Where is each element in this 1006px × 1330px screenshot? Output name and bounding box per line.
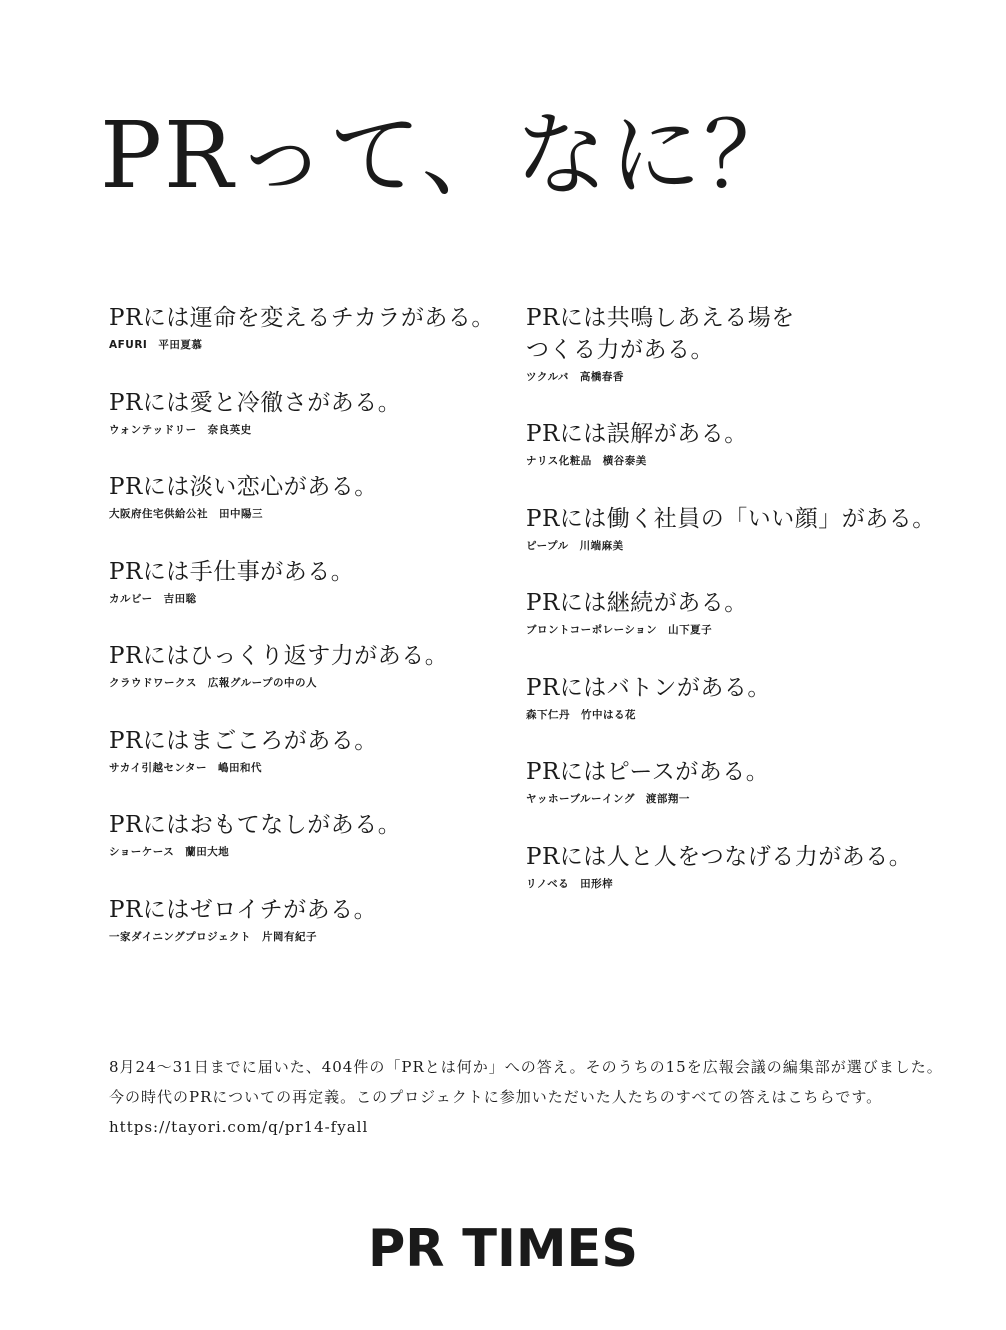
entry-credit: ピープル 川端麻美 bbox=[526, 539, 624, 552]
entry-credit: 森下仁丹 竹中はる花 bbox=[526, 708, 636, 721]
entry-credit: サカイ引越センター 嶋田和代 bbox=[109, 761, 263, 774]
entry-credit: 一家ダイニングプロジェクト 片岡有紀子 bbox=[109, 930, 317, 943]
entry-credit: ツクルバ 高橋春香 bbox=[526, 371, 624, 383]
entry-credit: リノベる 田形梓 bbox=[526, 877, 614, 890]
right-column bbox=[526, 302, 946, 925]
entry-statement: PRにはおもてなしがある。 bbox=[109, 812, 402, 838]
footnote bbox=[109, 1052, 969, 1142]
entry bbox=[526, 672, 946, 757]
entry-statement: PRにはバトンがある。 bbox=[526, 674, 771, 701]
entry bbox=[109, 725, 529, 810]
left-column bbox=[109, 302, 529, 978]
entry bbox=[526, 587, 946, 672]
entry-statement: PRには手仕事がある。 bbox=[109, 558, 355, 585]
entry bbox=[109, 809, 529, 894]
entry-credit: ブロントコーポレーション 山下夏子 bbox=[526, 624, 713, 636]
entry-statement: PRには運命を変えるチカラがある。 bbox=[109, 305, 495, 331]
entry bbox=[109, 640, 529, 725]
entry bbox=[109, 556, 529, 641]
entry-statement: PRには働く社員の「いい顔」がある。 bbox=[526, 505, 936, 532]
footnote-line: 8月24〜31日までに届いた、404件の「PRとは何か」への答え。そのうちの15を広報会議の編集部が選びました。 bbox=[109, 1058, 943, 1076]
entry bbox=[109, 471, 529, 556]
headline: PRって、なに？ bbox=[100, 102, 798, 209]
entry-credit: AFURI 平田夏慕 bbox=[109, 339, 203, 351]
entry-statement: PRには淡い恋心がある。 bbox=[109, 474, 378, 500]
entry-credit: ヤッホーブルーイング 渡部翔一 bbox=[526, 793, 690, 805]
entry-statement: PRには愛と冷徹さがある。 bbox=[109, 389, 402, 416]
entry-credit: カルビー 吉田聡 bbox=[109, 592, 197, 605]
entry bbox=[109, 387, 529, 472]
logo-text: PR TIMES bbox=[368, 1219, 638, 1273]
entry bbox=[109, 894, 529, 979]
pr-times-logo bbox=[368, 1219, 640, 1273]
entry-credit: ナリス化粧品 横谷泰美 bbox=[526, 455, 647, 467]
entry bbox=[526, 302, 946, 418]
entry-statement: PRにはまごころがある。 bbox=[109, 727, 378, 754]
entry-statement: PRには共鳴しあえる場を つくる力がある。 bbox=[526, 305, 795, 363]
entry-statement: PRにはゼロイチがある。 bbox=[109, 896, 378, 923]
entry bbox=[526, 503, 946, 588]
entry-statement: PRにはピースがある。 bbox=[526, 759, 770, 785]
entry bbox=[526, 418, 946, 503]
footnote-url: https://tayori.com/q/pr14-fyall bbox=[109, 1118, 369, 1136]
entry-statement: PRにはひっくり返す力がある。 bbox=[109, 643, 449, 669]
entry-credit: 大阪府住宅供給公社 田中陽三 bbox=[109, 508, 263, 520]
entry-statement: PRには継続がある。 bbox=[526, 590, 748, 616]
entry-credit: ショーケース 蘭田大地 bbox=[109, 846, 230, 858]
entry bbox=[526, 756, 946, 841]
entry bbox=[526, 841, 946, 926]
entry-statement: PRには誤解がある。 bbox=[526, 421, 748, 447]
entry bbox=[109, 302, 529, 387]
entry-credit: クラウドワークス 広報グループの中の人 bbox=[109, 677, 318, 689]
footnote-line: 今の時代のPRについての再定義。このプロジェクトに参加いただいた人たちのすべての答えはこちらです。 bbox=[109, 1088, 883, 1106]
entry-credit: ウォンテッドリー 奈良英史 bbox=[109, 423, 252, 436]
entry-statement: PRには人と人をつなげる力がある。 bbox=[526, 843, 913, 870]
